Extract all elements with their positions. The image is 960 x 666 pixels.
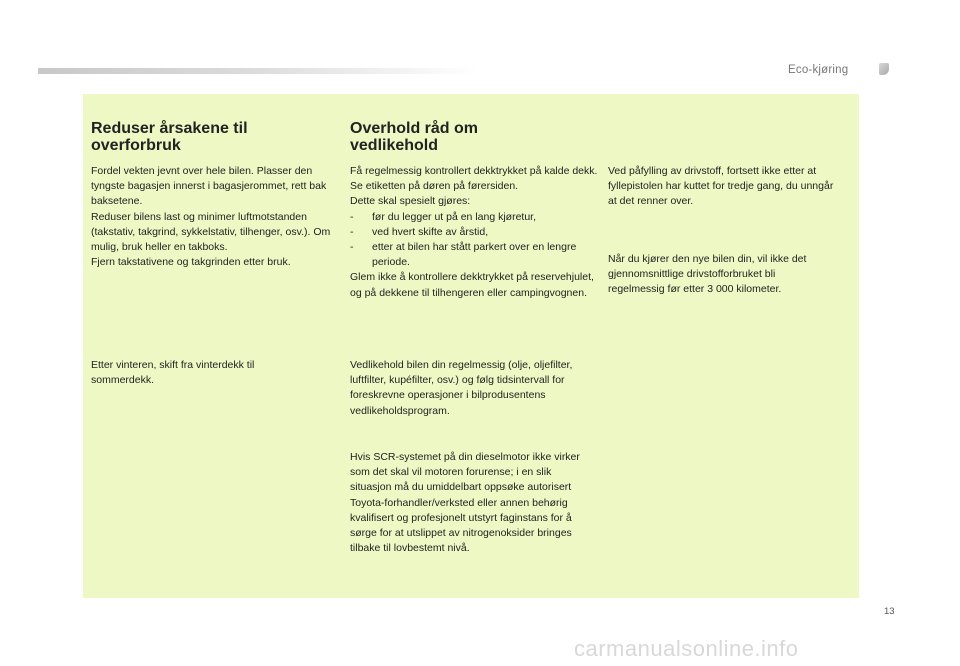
paragraph-line: Reduser bilens last og minimer luftmotstanden (takstativ, takgrind, sykkelstativ, tilhenger, osv.). Om mulig, bruk heller en takboks. bbox=[91, 210, 331, 254]
paragraph-winter-tyres bbox=[91, 358, 291, 388]
paragraph-line: Etter vinteren, skift fra vinterdekk til sommerdekk. bbox=[91, 359, 255, 387]
paragraph-line: Glem ikke å kontrollere dekktrykket på reservehjulet, og på dekkene til tilhengeren eller campingvognen. bbox=[350, 271, 594, 299]
paragraph-new-car-consumption bbox=[608, 252, 826, 298]
paragraph-tyre-pressure bbox=[350, 164, 600, 301]
header-decoration-bar bbox=[38, 68, 478, 74]
paragraph-line: Ved påfylling av drivstoff, fortsett ikke etter at fyllepistolen har kuttet for tredje gang, du unngår at det renner over. bbox=[608, 165, 834, 208]
heading-line: Reduser årsakene til bbox=[91, 120, 248, 137]
page-number: 13 bbox=[884, 606, 895, 617]
paragraph-scr-system bbox=[350, 450, 590, 556]
watermark: carmanualsonline.info bbox=[574, 636, 799, 661]
heading-line: vedlikehold bbox=[350, 137, 439, 154]
corner-tab-icon bbox=[879, 63, 889, 75]
list-item: - før du legger ut på en lang kjøretur, bbox=[350, 210, 600, 225]
paragraph-weight-load bbox=[91, 164, 339, 270]
list-item: - etter at bilen har stått parkert over en lengre periode. bbox=[350, 240, 600, 270]
paragraph-line: Fjern takstativene og takgrinden etter bruk. bbox=[91, 256, 291, 269]
paragraph-line: Når du kjører den nye bilen din, vil ikke det gjennomsnittlige drivstofforbruket bli regelmessig før etter 3 000 kilometer. bbox=[608, 253, 807, 296]
paragraph-line: Fordel vekten jevnt over hele bilen. Plasser den tyngste bagasjen innerst i bagasjerommet, rett bak baksetene. bbox=[91, 165, 327, 208]
paragraph-line: Få regelmessig kontrollert dekktrykket på kalde dekk. Se etiketten på døren på førersiden. bbox=[350, 165, 598, 193]
paragraph-line: Hvis SCR-systemet på din dieselmotor ikke virker som det skal vil motoren forurense; i en slik situasjon må du umiddelbart oppsøke autorisert Toyota-forhandler/verksted eller annen behørig kvalifisert og profesjonelt utstyrt faginstans for å sørge for at utslippet av nitrogenoksider bringes tilbake til lovbestemt nivå. bbox=[350, 451, 580, 555]
heading-maintenance bbox=[350, 120, 590, 154]
paragraph-refuelling bbox=[608, 164, 838, 210]
tyre-check-list bbox=[350, 210, 600, 271]
list-item: - ved hvert skifte av årstid, bbox=[350, 225, 600, 240]
heading-line: overforbruk bbox=[91, 137, 181, 154]
paragraph-line: Dette skal spesielt gjøres: bbox=[350, 195, 471, 208]
heading-reduce-causes bbox=[91, 120, 331, 154]
paragraph-line: Vedlikehold bilen din regelmessig (olje, oljefilter, luftfilter, kupéfilter, osv.) og følg tidsintervall for foreskrevne operasjoner i bilprodusentens vedlikeholdsprogram. bbox=[350, 359, 573, 417]
section-title: Eco-kjøring bbox=[788, 64, 849, 76]
paragraph-service-schedule bbox=[350, 358, 600, 419]
heading-line: Overhold råd om bbox=[350, 120, 479, 137]
